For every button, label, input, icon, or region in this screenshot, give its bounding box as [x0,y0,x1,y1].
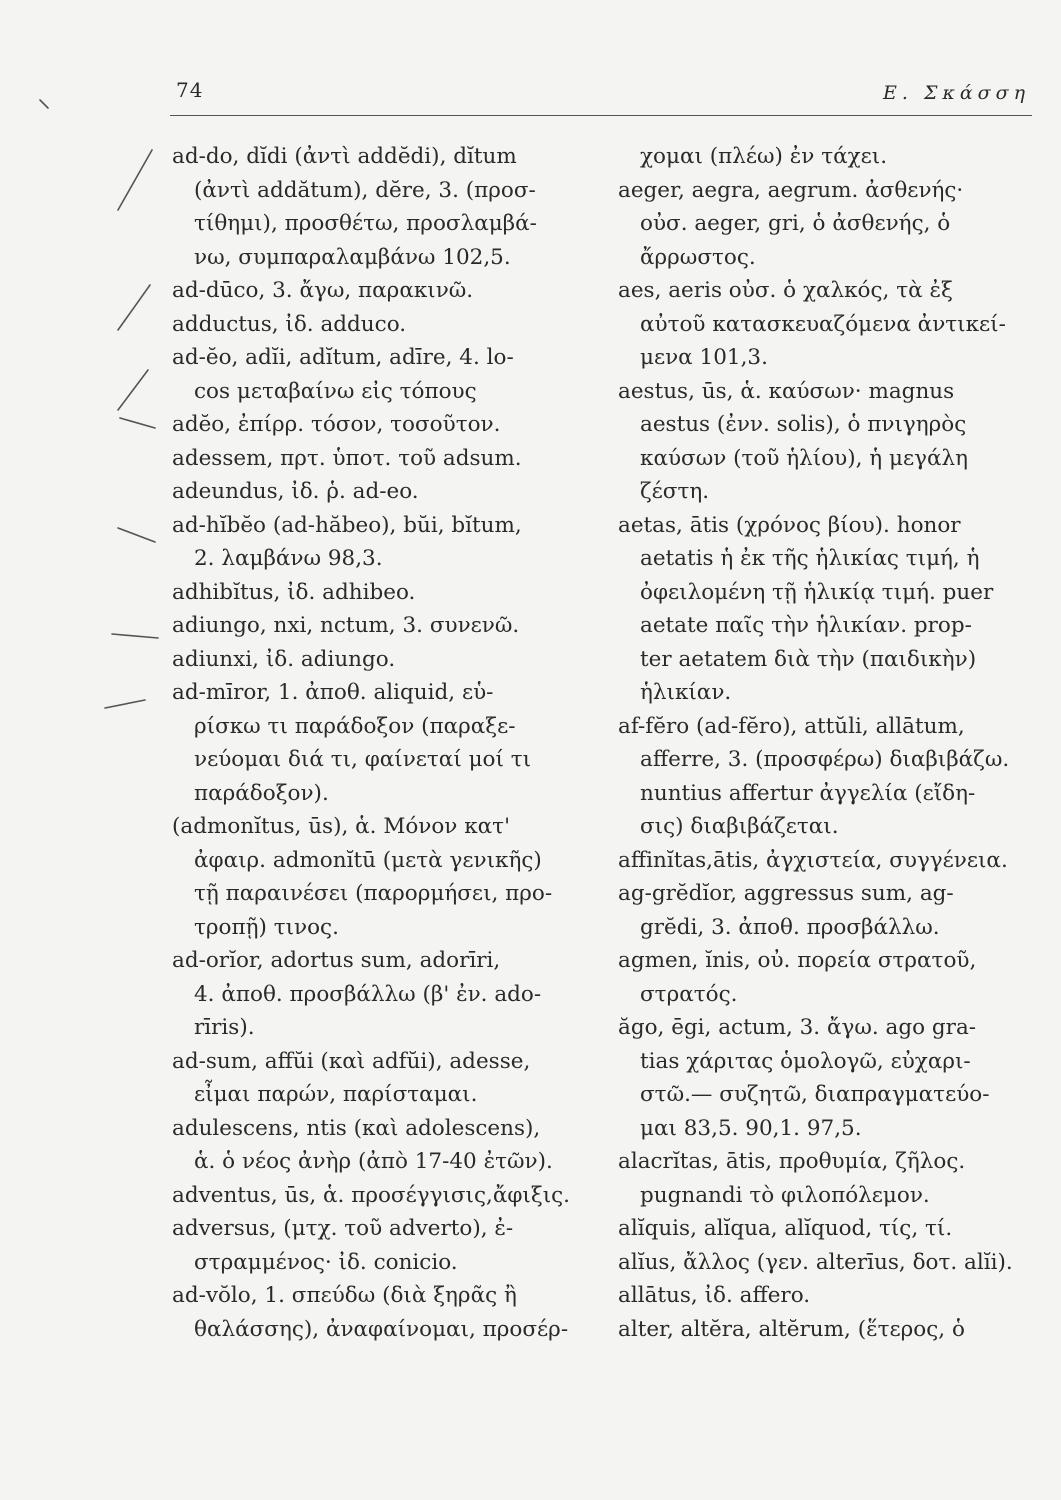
entry-line: ἡλικίαν. [640,680,732,705]
running-head: Ε. Σκάσση [883,82,1030,104]
entry-line: τροπῇ) τινος. [194,914,339,940]
entry-line: καύσων (τοῦ ἡλίου), ἡ μεγάλη [640,445,968,471]
entry-line: grĕdi, 3. ἀποθ. προσβάλλω. [640,914,940,940]
entry-line: afferre, 3. (προσφέρω) διαβιβάζω. [640,747,1010,772]
entry-line: adhibĭtus, ἰδ. adhibeo. [172,579,416,605]
entry-line: adĕo, ἐπίρρ. τόσον, τοσοῦτον. [172,412,501,437]
entry-line: aestus, ūs, ἁ. καύσων· magnus [618,378,955,404]
entry-line: ad-hĭbĕo (ad-hăbeo), bŭi, bĭtum, [172,512,522,538]
entry-line: ζέστη. [640,479,710,504]
entry-line: affinĭtas,ātis, ἀγχιστεία, συγγένεια. [618,847,1008,873]
entry-line: παράδοξον). [194,780,329,806]
entry-line: (ἀντὶ addătum), dĕre, 3. (προσ- [194,177,536,203]
entry-line: (admonĭtus, ūs), ἁ. Μόνον κατ' [172,814,510,839]
entry-line: allātus, ἰδ. affero. [618,1283,811,1308]
entry-line: οὐσ. aeger, gri, ὁ ἀσθενής, ὁ [640,211,951,236]
entry-line: ὀφειλομένη τῇ ἡλικίᾳ τιμή. puer [640,579,994,605]
left-column [172,140,584,1346]
entry-line: nuntius affertur ἀγγελία (εἴδη- [640,780,976,806]
pencil-mark [118,150,152,210]
entry-line: adiunxi, ἰδ. adiungo. [172,646,396,672]
entry-line: aetas, ātis (χρόνος βίου). honor [618,512,961,538]
entry-line: εἶμαι παρών, παρίσταμαι. [194,1082,478,1107]
pencil-mark [118,285,150,330]
pencil-mark [120,418,155,428]
entry-line: adulescens, ntis (καὶ adolescens), [172,1115,541,1141]
entry-line: tias χάριτας ὁμολογῶ, εὐχαρι- [640,1048,971,1074]
entry-line: νεύομαι διά τι, φαίνεταί μοί τι [194,747,532,772]
entry-line: ρίσκω τι παράδοξον (παραξε- [194,713,516,739]
entry-line: agmen, ĭnis, οὐ. πορεία στρατοῦ, [618,948,977,973]
header-rule [170,115,1032,116]
entry-line: ad-vŏlo, 1. σπεύδω (διὰ ξηρᾶς ἢ [172,1283,517,1308]
entry-line: στῶ.— συζητῶ, διαπραγματεύο- [640,1082,990,1107]
entry-line: aeger, aegra, aegrum. ἀσθενής· [618,177,964,203]
pencil-mark [112,634,158,638]
entry-line: aetate παῖς τὴν ἡλικίαν. prop- [640,613,972,638]
pencil-mark [105,700,145,708]
entry-line: af-fĕro (ad-fĕro), attŭli, allātum, [618,713,965,739]
entry-line: χομαι (πλέω) ἐν τάχει. [640,144,888,169]
entry-line: aes, aeris οὐσ. ὁ χαλκός, τὰ ἐξ [618,278,953,303]
entry-line: ag-grĕdĭor, aggressus sum, ag- [618,881,954,906]
page-number: 74 [176,78,204,102]
entry-line: ad-mīror, 1. ἀποθ. aliquid, εὑ- [172,680,494,705]
entry-line: cos μεταβαίνω εἰς τόπους [194,378,477,404]
entry-line: alĭus, ἄλλος (γεν. alterīus, δοτ. alĭi). [618,1249,1013,1275]
entry-line: ad-dūco, 3. ἄγω, παρακινῶ. [172,278,474,303]
entry-line: adductus, ἰδ. adduco. [172,311,407,337]
entry-line: ter aetatem διὰ τὴν (παιδικὴν) [640,646,977,672]
entry-line: aetatis ἡ ἐκ τῆς ἡλικίας τιμή, ἡ [640,546,980,571]
entry-line: ἄρρωστος. [640,244,756,270]
entry-line: 4. ἀποθ. προσβάλλω (β' ἐν. ado- [194,981,542,1007]
entry-line: ad-orĭor, adortus sum, adorīri, [172,948,501,973]
entry-line: μαι 83,5. 90,1. 97,5. [640,1115,862,1141]
entry-line: ἀφαιρ. admonĭtū (μετὰ γενικῆς) [194,847,542,873]
entry-line: τίθημι), προσθέτω, προσλαμβά- [194,211,537,236]
entry-line: 2. λαμβάνω 98,3. [194,546,383,571]
entry-line: ἁ. ὁ νέος ἀνὴρ (ἀπὸ 17-40 ἐτῶν). [194,1149,553,1174]
entry-line: ad-ĕo, adĭi, adĭtum, adīre, 4. lo- [172,345,514,370]
entry-line: aestus (ἐνν. solis), ὁ πνιγηρὸς [640,412,967,437]
pencil-mark [118,370,148,410]
entry-line: adeundus, ἰδ. ῥ. ad-eo. [172,479,419,504]
entry-line: alĭquis, alĭqua, alĭquod, τίς, τί. [618,1216,953,1241]
entry-line: στραμμένος· ἰδ. conicio. [194,1249,458,1275]
entry-line: νω, συμπαραλαμβάνω 102,5. [194,244,511,270]
entry-line: τῇ παραινέσει (παρορμήσει, προ- [194,881,553,906]
pencil-mark [40,100,48,108]
entry-line: alter, altĕra, altĕrum, (ἕτερος, ὁ [618,1316,965,1342]
entry-line: alacrĭtas, ātis, προθυμία, ζῆλος. [618,1149,966,1174]
entry-line: σις) διαβιβάζεται. [640,814,839,839]
right-column [618,140,1030,1346]
page-header [170,72,1030,112]
entry-line: adversus, (μτχ. τοῦ adverto), ἐ- [172,1216,514,1241]
entry-line: στρατός. [640,981,738,1007]
entry-line: adiungo, nxi, nctum, 3. συνενῶ. [172,613,520,638]
entry-line: adventus, ūs, ἁ. προσέγγισις,ἄφιξις. [172,1182,571,1208]
entry-line: ăgo, ēgi, actum, 3. ἄγω. ago gra- [618,1015,977,1040]
entry-line: ad-do, dĭdi (ἀντὶ addĕdi), dĭtum [172,144,517,169]
entry-line: θαλάσσης), ἀναφαίνομαι, προσέρ- [194,1316,569,1342]
entry-line: pugnandi τὸ φιλοπόλεμον. [640,1182,930,1208]
entry-line: ad-sum, affŭi (καὶ adfŭi), adesse, [172,1048,531,1074]
pencil-mark [118,528,155,542]
entry-line: rīris). [194,1015,255,1040]
entry-line: adessem, πρτ. ὑποτ. τοῦ adsum. [172,445,522,471]
entry-line: αὐτοῦ κατασκευαζόμενα ἀντικεί- [640,311,1006,337]
entry-line: μενα 101,3. [640,345,768,370]
